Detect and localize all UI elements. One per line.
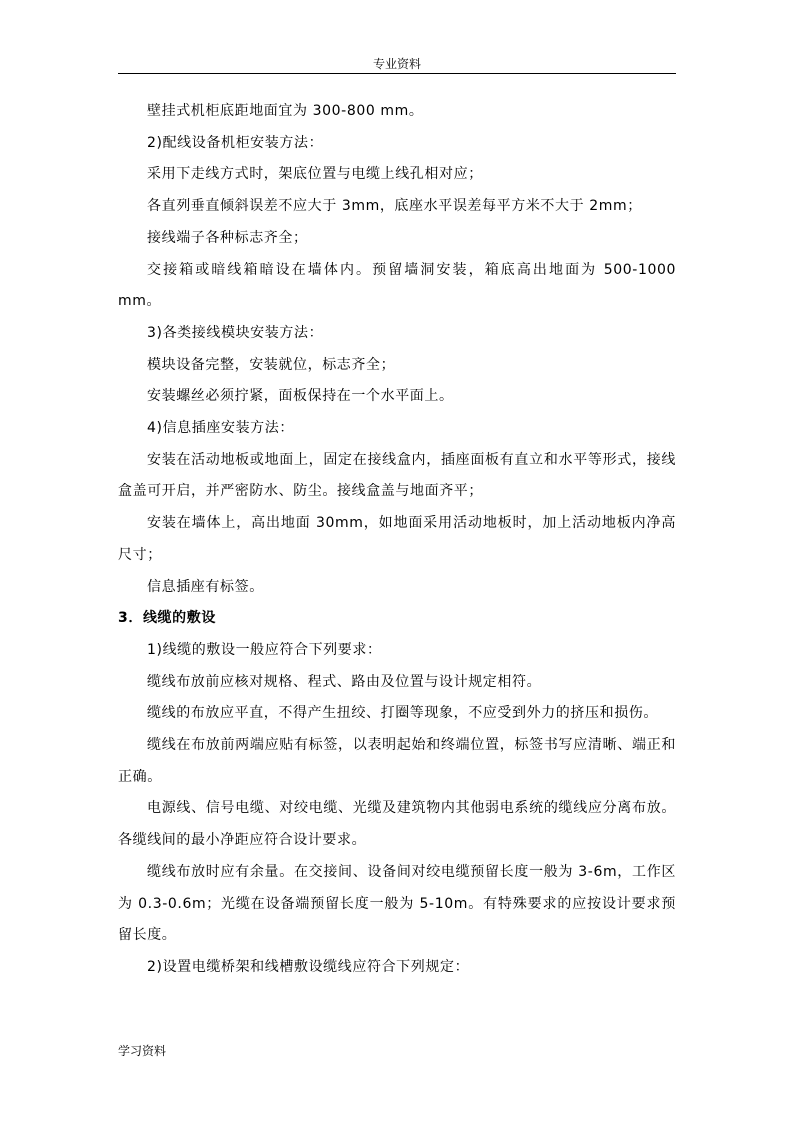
document-body <box>118 96 676 984</box>
paragraph-junction-box: 交接箱或暗线箱暗设在墙体内。预留墙洞安装，箱底高出地面为 500-1000 mm。 <box>118 261 676 310</box>
paragraph-wall-socket: 安装在墙体上，高出地面 30mm，如地面采用活动地板时，加上活动地板内净高尺寸； <box>118 515 676 563</box>
paragraph-socket-install-title: 4)信息插座安装方法： <box>147 420 294 437</box>
paragraph-screws-tight: 安装螺丝必须拧紧，面板保持在一个水平面上。 <box>147 388 454 405</box>
paragraph-tilt-error: 各直列垂直倾斜误差不应大于 3mm，底座水平误差每平方米不大于 2mm； <box>147 198 642 215</box>
paragraph-rack-install-title: 2)配线设备机柜安装方法： <box>147 134 324 151</box>
paragraph-cable-slack: 缆线布放时应有余量。在交接间、设备间对绞电缆预留长度一般为 3-6m，工作区为 0.3-0.6m；光缆在设备端预留长度一般为 5-10m。有特殊要求的应按设计要求预留长度。 <box>118 863 676 944</box>
paragraph-module-complete: 模块设备完整，安装就位，标志齐全； <box>147 356 396 373</box>
paragraph-bottom-cabling: 采用下走线方式时，架底位置与电缆上线孔相对应； <box>147 166 483 183</box>
paragraph-separate-laying: 电源线、信号电缆、对绞电缆、光缆及建筑物内其他弱电系统的缆线应分离布放。各缆线间的最小净距应符合设计要求。 <box>118 800 676 849</box>
paragraph-wall-cabinet-height: 壁挂式机柜底距地面宜为 300-800 mm。 <box>147 103 424 119</box>
paragraph-check-specs: 缆线布放前应核对规格、程式、路由及位置与设计规定相符。 <box>147 673 542 690</box>
paragraph-terminal-labels: 接线端子各种标志齐全； <box>147 229 308 246</box>
paragraph-floor-socket: 安装在活动地板或地面上，固定在接线盒内，插座面板有直立和水平等形式，接线盒盖可开启，并严密防水、防尘。接线盒盖与地面齐平； <box>118 451 676 500</box>
paragraph-module-install-title: 3)各类接线模块安装方法： <box>147 324 324 341</box>
page-footer: 学习资料 <box>118 1044 167 1058</box>
section-heading-cable-laying: 3．线缆的敷设 <box>118 610 216 627</box>
paragraph-tray-rules: 2)设置电缆桥架和线槽敷设缆线应符合下列规定： <box>147 958 470 975</box>
paragraph-general-requirements: 1)线缆的敷设一般应符合下列要求： <box>147 641 382 658</box>
header-divider <box>118 73 676 74</box>
paragraph-straight-laying: 缆线的布放应平直，不得产生扭绞、打圈等现象，不应受到外力的挤压和损伤。 <box>147 705 658 722</box>
page-header: 专业资料 <box>372 57 421 71</box>
paragraph-cable-labels: 缆线在布放前两端应贴有标签，以表明起始和终端位置，标签书写应清晰、端正和正确。 <box>118 737 676 785</box>
paragraph-socket-label: 信息插座有标签。 <box>147 578 264 595</box>
